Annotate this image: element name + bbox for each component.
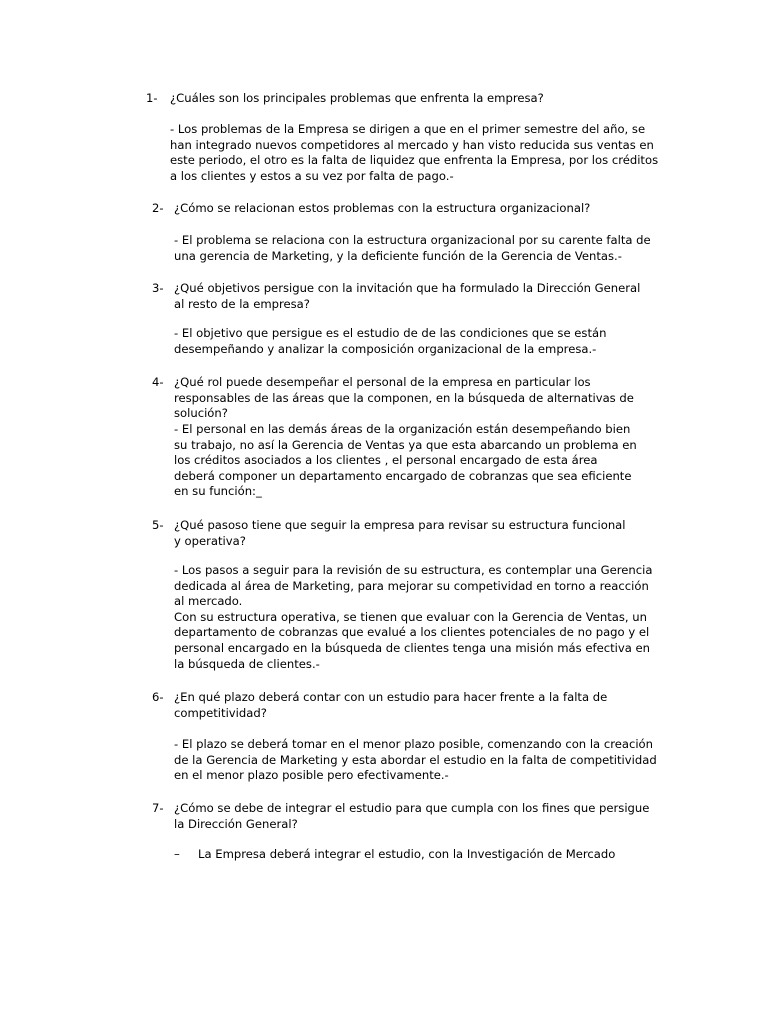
answer-text: - El objetivo que persigue es el estudio de de las condiciones que se están desempeñando y analizar la composición organizacional de la empresa.- (174, 326, 607, 356)
question-number: 7- (152, 801, 164, 815)
answer-block (174, 563, 659, 672)
question-number: 2- (152, 201, 164, 215)
question-text: ¿Qué rol puede desempeñar el personal de la empresa en particular los responsables de las áreas que la componen, en la búsqueda de alternativas de solución? (174, 375, 634, 421)
answer-text: - El plazo se deberá tomar en el menor plazo posible, comenzando con la creación de la Gerencia de Marketing y esta abordar el estudio en la falta de competitividad en el menor plazo posible pero efectivamente.- (174, 737, 657, 783)
question-text: ¿Qué pasoso tiene que seguir la empresa para revisar su estructura funcional y operativa? (174, 518, 626, 548)
question-number: 6- (152, 690, 164, 704)
answer-text: - El personal en las demás áreas de la organización están desempeñando bien su trabajo, no así la Gerencia de Ventas ya que esta abarcando un problema en los créditos asociados a los clientes , el personal encargado de esta área deberá componer un departamento encargado de cobranzas que sea eficiente en su función:_ (174, 422, 637, 499)
question-text: ¿Cómo se debe de integrar el estudio para que cumpla con los fines que persigue la Dirección General? (174, 801, 650, 831)
answer-text: - Los problemas de la Empresa se dirigen a que en el primer semestre del año, se han integrado nuevos competidores al mercado y han visto reducida sus ventas en este periodo, el otro es la falta de liquidez que enfrenta la Empresa, por los créditos a los clientes y estos a su vez por falta de pago.- (170, 122, 659, 183)
bullet-dash: – (174, 847, 180, 861)
answer-text: La Empresa deberá integrar el estudio, con la Investigación de Mercado (198, 847, 616, 861)
question-text: ¿En qué plazo deberá contar con un estudio para hacer frente a la falta de competitividad? (174, 690, 608, 720)
answer-text-continued: Con su estructura operativa, se tienen que evaluar con la Gerencia de Ventas, un departamento de cobranzas que evalué a los clientes potenciales de no pago y el personal encargado en la búsqueda de clientes tenga una misión más efectiva en la búsqueda de clientes.- (174, 609, 650, 671)
answer-text: - Los pasos a seguir para la revisión de su estructura, es contemplar una Gerencia dedicada al área de Marketing, para mejorar su competividad en torno a reacción al mercado. (174, 563, 653, 609)
question-number: 5- (152, 518, 164, 532)
question-text: ¿Cómo se relacionan estos problemas con la estructura organizacional? (174, 201, 591, 215)
question-number: 1- (146, 91, 158, 105)
question-text: ¿Cuáles son los principales problemas que enfrenta la empresa? (170, 91, 544, 105)
answer-text: - El problema se relaciona con la estructura organizacional por su carente falta de una gerencia de Marketing, y la deficiente función de la Gerencia de Ventas.- (174, 233, 651, 263)
question-number: 4- (152, 375, 164, 389)
question-number: 3- (152, 281, 164, 295)
question-text: ¿Qué objetivos persigue con la invitación que ha formulado la Dirección General al resto de la empresa? (174, 281, 641, 311)
